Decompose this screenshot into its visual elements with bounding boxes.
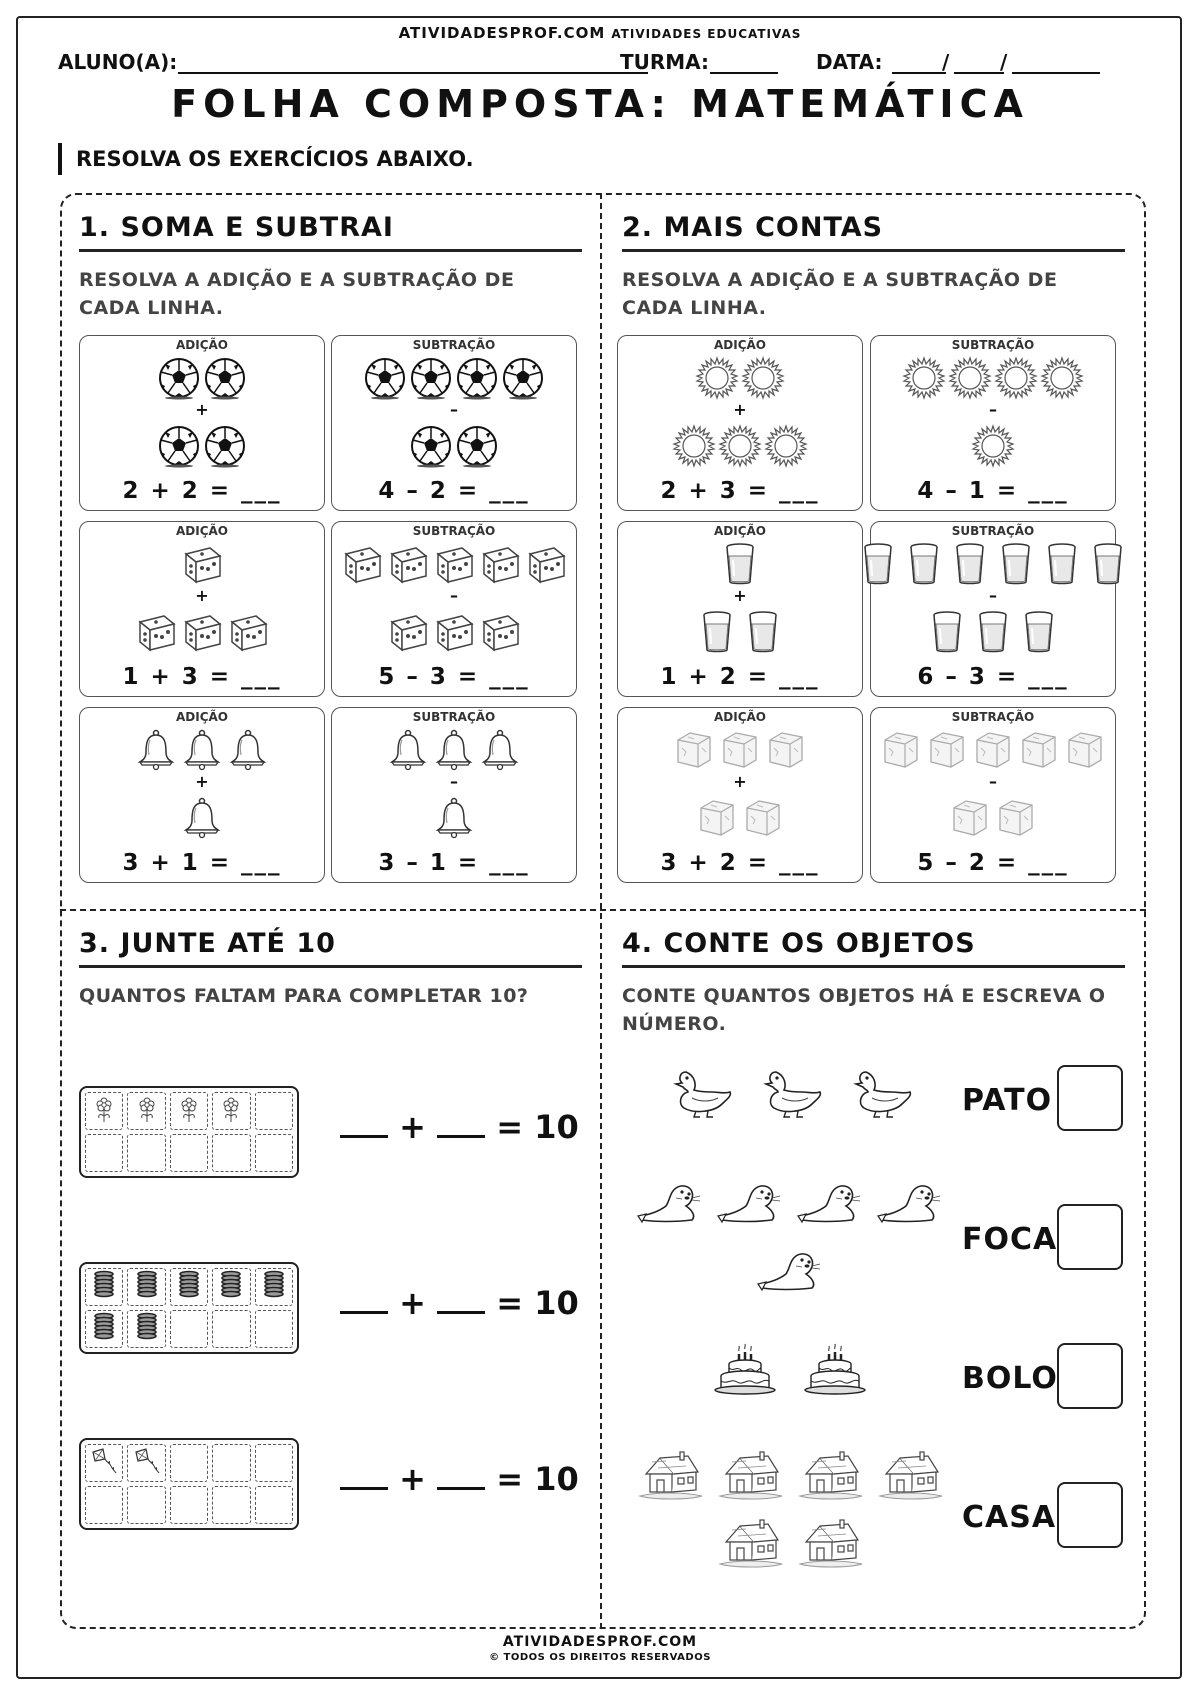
section2-desc: RESOLVA A ADIÇÃO E A SUBTRAÇÃO DE CADA LINHA.: [622, 269, 1058, 319]
spring-icon: [259, 1270, 289, 1304]
ten-frame-cell: [127, 1486, 165, 1524]
plus-sign: +: [399, 1460, 426, 1498]
complete-ten-equation[interactable]: [340, 1284, 579, 1322]
count-objects-row: [630, 1170, 950, 1298]
bottom-icons: [332, 424, 576, 468]
soccer-ball-icon: [501, 356, 545, 400]
equation[interactable]: 2 + 3 = ___: [660, 478, 820, 504]
ten-frame-cell: [85, 1486, 123, 1524]
glass-icon: [1017, 610, 1061, 654]
exercise-box: [617, 335, 863, 511]
ten-frame-cell: [127, 1134, 165, 1172]
blank-2[interactable]: [437, 1463, 485, 1490]
equation[interactable]: 3 – 1 = ___: [378, 850, 530, 876]
ten-frame-cell: [255, 1134, 293, 1172]
dice-icon: [340, 542, 384, 586]
ten-frame-cell: [212, 1134, 250, 1172]
exercise-box: [870, 335, 1116, 511]
object-label: CASA: [962, 1500, 1057, 1535]
spring-icon: [132, 1312, 162, 1346]
exercise-box: [79, 335, 325, 511]
sun-icon: [902, 356, 946, 400]
section4-title: 4. CONTE OS OBJETOS: [622, 928, 1125, 968]
ten-frame-cell: [127, 1310, 165, 1348]
operation-sign: –: [989, 772, 997, 791]
cake-icon: [801, 1340, 869, 1400]
top-icons: [618, 728, 862, 772]
ten-frame-cell: [85, 1092, 123, 1130]
section4-desc: CONTE QUANTOS OBJETOS HÁ E ESCREVA O NÚMERO.: [622, 985, 1106, 1035]
duck-icon: [756, 1062, 824, 1122]
answer-box[interactable]: [1057, 1065, 1123, 1131]
operation-label: ADIÇÃO: [175, 710, 228, 724]
dice-icon: [134, 610, 178, 654]
site-header: [0, 24, 1200, 42]
ten-frame-cell: [170, 1092, 208, 1130]
glass-icon: [695, 610, 739, 654]
equation[interactable]: 5 – 2 = ___: [917, 850, 1069, 876]
operation-label: SUBTRAÇÃO: [951, 338, 1035, 352]
exercise-box: [79, 707, 325, 883]
blank-1[interactable]: [340, 1463, 388, 1490]
ten-frame-cell: [212, 1444, 250, 1482]
spring-icon: [89, 1270, 119, 1304]
equals-ten: = 10: [496, 1284, 579, 1322]
exercise-box: [331, 335, 577, 511]
soccer-ball-icon: [203, 424, 247, 468]
equation[interactable]: 3 + 2 = ___: [660, 850, 820, 876]
vertical-divider: [600, 193, 602, 1629]
bell-icon: [180, 728, 224, 772]
equals-ten: = 10: [496, 1108, 579, 1146]
aluno-field[interactable]: [178, 72, 648, 74]
top-icons: [332, 356, 576, 400]
operation-sign: –: [989, 586, 997, 605]
kite-icon: [89, 1446, 119, 1480]
ice-cube-icon: [994, 796, 1038, 840]
dice-icon: [432, 542, 476, 586]
bottom-icons: [618, 610, 862, 654]
soccer-ball-icon: [157, 424, 201, 468]
object-label: PATO: [962, 1083, 1053, 1118]
ten-frame-cell: [170, 1310, 208, 1348]
ten-frame-cell: [127, 1268, 165, 1306]
top-icons: [332, 542, 576, 586]
data-label: DATA:: [816, 50, 883, 74]
equation[interactable]: 4 – 2 = ___: [378, 478, 530, 504]
turma-label: TURMA:: [620, 50, 710, 74]
top-icons: [332, 728, 576, 772]
site-subtitle: ATIVIDADES EDUCATIVAS: [611, 27, 802, 41]
dice-icon: [386, 542, 430, 586]
exercise-box: [870, 521, 1116, 697]
bottom-icons: [80, 424, 324, 468]
glass-icon: [856, 542, 900, 586]
operation-label: SUBTRAÇÃO: [412, 338, 496, 352]
operation-sign: +: [733, 400, 747, 419]
ice-cube-icon: [948, 796, 992, 840]
ten-frame-cell: [170, 1486, 208, 1524]
dice-icon: [386, 610, 430, 654]
spring-icon: [132, 1270, 162, 1304]
site-name: ATIVIDADESPROF.COM: [398, 24, 606, 42]
bottom-icons: [871, 424, 1115, 468]
dice-icon: [478, 610, 522, 654]
glass-icon: [902, 542, 946, 586]
equation[interactable]: 5 – 3 = ___: [378, 664, 530, 690]
glass-icon: [925, 610, 969, 654]
spring-icon: [216, 1270, 246, 1304]
aluno-label: ALUNO(A):: [58, 50, 178, 74]
glass-icon: [718, 542, 762, 586]
operation-sign: –: [989, 400, 997, 419]
spring-icon: [89, 1312, 119, 1346]
bottom-icons: [332, 796, 576, 840]
house-icon: [716, 1516, 784, 1576]
dice-icon: [432, 610, 476, 654]
operation-label: ADIÇÃO: [713, 710, 766, 724]
glass-icon: [741, 610, 785, 654]
page-title: FOLHA COMPOSTA: MATEMÁTICA: [171, 82, 1029, 126]
top-icons: [80, 356, 324, 400]
ten-frame-cell: [212, 1486, 250, 1524]
operation-sign: +: [733, 586, 747, 605]
exercise-box: [617, 707, 863, 883]
ten-frame: [79, 1438, 299, 1530]
blank-1[interactable]: [340, 1287, 388, 1314]
answer-box[interactable]: [1057, 1343, 1123, 1409]
cake-icon: [711, 1340, 779, 1400]
sun-icon: [718, 424, 762, 468]
operation-label: ADIÇÃO: [713, 524, 766, 538]
data-day-field[interactable]: [892, 72, 946, 74]
complete-ten-equation[interactable]: [340, 1108, 579, 1146]
dice-icon: [180, 542, 224, 586]
exercise-box: [870, 707, 1116, 883]
data-month-field[interactable]: [954, 72, 1004, 74]
flower-icon: [216, 1094, 246, 1128]
section1-desc: RESOLVA A ADIÇÃO E A SUBTRAÇÃO DE CADA LINHA.: [79, 269, 515, 319]
turma-field[interactable]: [710, 72, 778, 74]
sun-icon: [971, 424, 1015, 468]
blank-2[interactable]: [437, 1111, 485, 1138]
ten-frame-cell: [255, 1268, 293, 1306]
dice-icon: [180, 610, 224, 654]
soccer-ball-icon: [203, 356, 247, 400]
ice-cube-icon: [1063, 728, 1107, 772]
ten-frame: [79, 1262, 299, 1354]
horizontal-divider: [60, 909, 1146, 911]
section3-title: 3. JUNTE ATÉ 10: [79, 928, 582, 968]
equation[interactable]: 2 + 2 = ___: [122, 478, 282, 504]
ten-frame-cell: [85, 1310, 123, 1348]
footer: [0, 1634, 1200, 1663]
glass-icon: [1086, 542, 1130, 586]
glass-icon: [971, 610, 1015, 654]
ten-frame-cell: [85, 1444, 123, 1482]
soccer-ball-icon: [363, 356, 407, 400]
top-icons: [80, 542, 324, 586]
top-icons: [871, 542, 1115, 586]
ten-frame: [79, 1086, 299, 1178]
house-icon: [716, 1448, 784, 1508]
ten-frame-cell: [212, 1268, 250, 1306]
flower-icon: [89, 1094, 119, 1128]
seal-icon: [796, 1170, 864, 1230]
exercise-box: [617, 521, 863, 697]
sun-icon: [741, 356, 785, 400]
seal-icon: [636, 1170, 704, 1230]
count-objects-row: [630, 1448, 950, 1576]
ice-cube-icon: [764, 728, 808, 772]
ice-cube-icon: [695, 796, 739, 840]
operation-label: SUBTRAÇÃO: [412, 710, 496, 724]
top-icons: [618, 542, 862, 586]
answer-box[interactable]: [1057, 1482, 1123, 1548]
bottom-icons: [80, 610, 324, 654]
top-icons: [80, 728, 324, 772]
plus-sign: +: [399, 1108, 426, 1146]
bottom-icons: [332, 610, 576, 654]
soccer-ball-icon: [455, 356, 499, 400]
top-icons: [871, 728, 1115, 772]
data-year-field[interactable]: [1012, 72, 1100, 74]
dice-icon: [226, 610, 270, 654]
sun-icon: [948, 356, 992, 400]
ten-frame-cell: [127, 1444, 165, 1482]
bell-icon: [180, 796, 224, 840]
exercise-box: [331, 707, 577, 883]
bell-icon: [478, 728, 522, 772]
section1-title: 1. SOMA E SUBTRAI: [79, 212, 582, 252]
section2-title: 2. MAIS CONTAS: [622, 212, 1125, 252]
glass-icon: [1040, 542, 1084, 586]
seal-icon: [756, 1238, 824, 1298]
duck-icon: [666, 1062, 734, 1122]
instruction: RESOLVA OS EXERCÍCIOS ABAIXO.: [58, 143, 474, 175]
ten-frame-cell: [85, 1268, 123, 1306]
footer-site: ATIVIDADESPROF.COM: [502, 1634, 698, 1650]
answer-box[interactable]: [1057, 1204, 1123, 1270]
bottom-icons: [80, 796, 324, 840]
sun-icon: [672, 424, 716, 468]
operation-label: SUBTRAÇÃO: [412, 524, 496, 538]
house-icon: [876, 1448, 944, 1508]
ten-frame-cell: [170, 1268, 208, 1306]
complete-ten-equation[interactable]: [340, 1460, 579, 1498]
ice-cube-icon: [925, 728, 969, 772]
operation-sign: –: [450, 586, 458, 605]
operation-sign: +: [195, 586, 209, 605]
plus-sign: +: [399, 1284, 426, 1322]
duck-icon: [846, 1062, 914, 1122]
sun-icon: [764, 424, 808, 468]
blank-1[interactable]: [340, 1111, 388, 1138]
top-icons: [618, 356, 862, 400]
bell-icon: [432, 728, 476, 772]
exercise-box: [331, 521, 577, 697]
soccer-ball-icon: [455, 424, 499, 468]
ten-frame-cell: [255, 1444, 293, 1482]
dice-icon: [478, 542, 522, 586]
ten-frame-cell: [212, 1310, 250, 1348]
bottom-icons: [618, 424, 862, 468]
operation-label: ADIÇÃO: [713, 338, 766, 352]
object-label: BOLO: [962, 1361, 1058, 1396]
ice-cube-icon: [741, 796, 785, 840]
flower-icon: [174, 1094, 204, 1128]
house-icon: [636, 1448, 704, 1508]
operation-sign: +: [733, 772, 747, 791]
house-icon: [796, 1448, 864, 1508]
ten-frame-cell: [212, 1092, 250, 1130]
operation-sign: +: [195, 400, 209, 419]
bottom-icons: [871, 610, 1115, 654]
ten-frame-cell: [170, 1444, 208, 1482]
operation-sign: –: [450, 400, 458, 419]
operation-sign: –: [450, 772, 458, 791]
data-slash-2: /: [1000, 50, 1008, 74]
glass-icon: [948, 542, 992, 586]
kite-icon: [132, 1446, 162, 1480]
sun-icon: [695, 356, 739, 400]
dice-icon: [524, 542, 568, 586]
operation-label: ADIÇÃO: [175, 338, 228, 352]
exercise-box: [79, 521, 325, 697]
operation-label: SUBTRAÇÃO: [951, 524, 1035, 538]
ice-cube-icon: [672, 728, 716, 772]
ice-cube-icon: [879, 728, 923, 772]
ten-frame-cell: [255, 1486, 293, 1524]
soccer-ball-icon: [409, 356, 453, 400]
sun-icon: [994, 356, 1038, 400]
bell-icon: [226, 728, 270, 772]
glass-icon: [994, 542, 1038, 586]
object-label: FOCA: [962, 1222, 1058, 1257]
section3-desc: QUANTOS FALTAM PARA COMPLETAR 10?: [79, 985, 529, 1007]
ten-frame-cell: [170, 1134, 208, 1172]
bottom-icons: [618, 796, 862, 840]
soccer-ball-icon: [409, 424, 453, 468]
student-info-row: [58, 50, 1148, 80]
count-objects-row: [630, 1062, 950, 1122]
flower-icon: [132, 1094, 162, 1128]
equation[interactable]: 6 – 3 = ___: [917, 664, 1069, 690]
equals-ten: = 10: [496, 1460, 579, 1498]
seal-icon: [716, 1170, 784, 1230]
equation[interactable]: 4 – 1 = ___: [917, 478, 1069, 504]
bell-icon: [432, 796, 476, 840]
ice-cube-icon: [1017, 728, 1061, 772]
operation-label: ADIÇÃO: [175, 524, 228, 538]
equation[interactable]: 1 + 2 = ___: [660, 664, 820, 690]
ten-frame-cell: [85, 1134, 123, 1172]
bell-icon: [386, 728, 430, 772]
operation-label: SUBTRAÇÃO: [951, 710, 1035, 724]
top-icons: [871, 356, 1115, 400]
soccer-ball-icon: [157, 356, 201, 400]
equation[interactable]: 1 + 3 = ___: [122, 664, 282, 690]
bell-icon: [134, 728, 178, 772]
ten-frame-cell: [255, 1092, 293, 1130]
footer-rights: © TODOS OS DIREITOS RESERVADOS: [489, 1652, 711, 1663]
count-objects-row: [630, 1340, 950, 1400]
seal-icon: [876, 1170, 944, 1230]
ice-cube-icon: [971, 728, 1015, 772]
operation-sign: +: [195, 772, 209, 791]
blank-2[interactable]: [437, 1287, 485, 1314]
ice-cube-icon: [718, 728, 762, 772]
sun-icon: [1040, 356, 1084, 400]
ten-frame-cell: [127, 1092, 165, 1130]
house-icon: [796, 1516, 864, 1576]
ten-frame-cell: [255, 1310, 293, 1348]
bottom-icons: [871, 796, 1115, 840]
equation[interactable]: 3 + 1 = ___: [122, 850, 282, 876]
spring-icon: [174, 1270, 204, 1304]
data-slash-1: /: [942, 50, 950, 74]
